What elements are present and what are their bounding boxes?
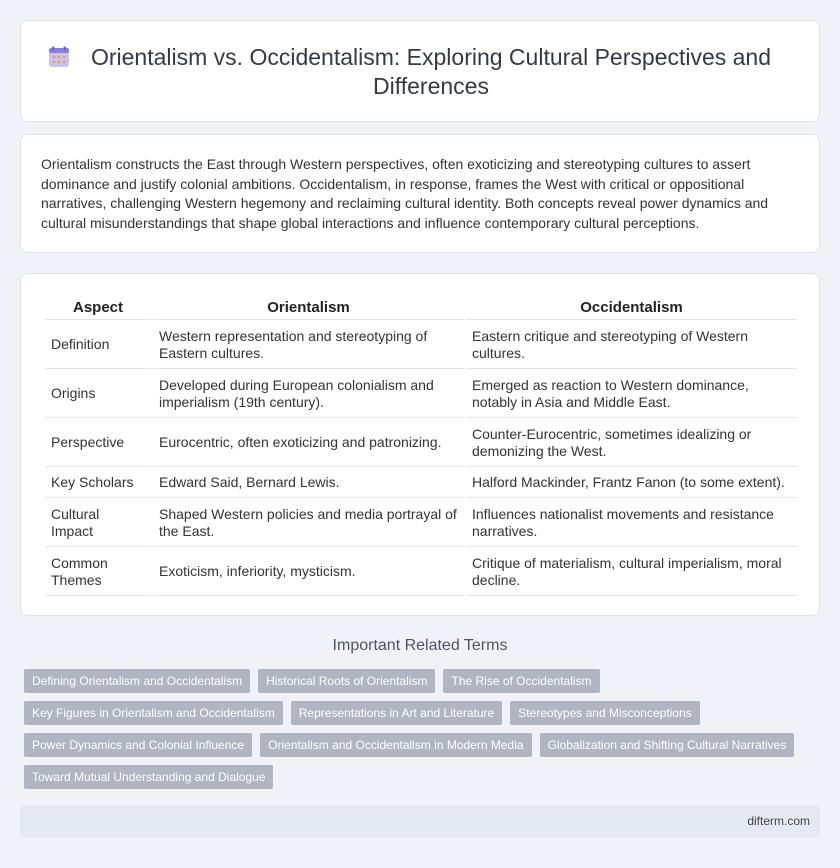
related-term-tag[interactable]: Globalization and Shifting Cultural Narratives bbox=[540, 733, 795, 757]
header-card bbox=[20, 20, 820, 122]
footer-site-link[interactable]: difterm.com bbox=[747, 814, 810, 828]
table-cell-aspect: Definition bbox=[45, 322, 151, 369]
table-cell-aspect: Origins bbox=[45, 371, 151, 418]
comparison-table bbox=[43, 294, 799, 598]
intro-card bbox=[20, 134, 820, 253]
table-cell-occidentalism: Critique of materialism, cultural imperialism, moral decline. bbox=[466, 549, 797, 596]
table-header-row bbox=[45, 296, 797, 320]
table-cell-occidentalism: Influences nationalist movements and resistance narratives. bbox=[466, 500, 797, 547]
related-term-tag[interactable]: Defining Orientalism and Occidentalism bbox=[24, 669, 250, 693]
table-cell-occidentalism: Eastern critique and stereotyping of Western cultures. bbox=[466, 322, 797, 369]
table-cell-orientalism: Eurocentric, often exoticizing and patronizing. bbox=[153, 420, 464, 467]
table-cell-aspect: Perspective bbox=[45, 420, 151, 467]
related-term-tag[interactable]: Historical Roots of Orientalism bbox=[258, 669, 435, 693]
page-title: Orientalism vs. Occidentalism: Exploring Cultural Perspectives and Differences bbox=[90, 44, 772, 99]
table-cell-occidentalism: Counter-Eurocentric, sometimes idealizing or demonizing the West. bbox=[466, 420, 797, 467]
related-terms-list bbox=[24, 669, 820, 797]
table-row bbox=[45, 469, 797, 498]
column-header-aspect: Aspect bbox=[45, 296, 151, 320]
table-row bbox=[45, 549, 797, 596]
related-terms-heading: Important Related Terms bbox=[332, 637, 508, 654]
table-row bbox=[45, 322, 797, 369]
related-term-tag[interactable]: Key Figures in Orientalism and Occidentalism bbox=[24, 701, 283, 725]
table-cell-aspect: Cultural Impact bbox=[45, 500, 151, 547]
table-row bbox=[45, 371, 797, 418]
table-cell-orientalism: Western representation and stereotyping of Eastern cultures. bbox=[153, 322, 464, 369]
column-header-orientalism: Orientalism bbox=[153, 296, 464, 320]
related-term-tag[interactable]: The Rise of Occidentalism bbox=[443, 669, 599, 693]
related-term-tag[interactable]: Stereotypes and Misconceptions bbox=[510, 701, 699, 725]
table-cell-aspect: Key Scholars bbox=[45, 469, 151, 498]
footer bbox=[20, 805, 820, 838]
table-cell-orientalism: Shaped Western policies and media portrayal of the East. bbox=[153, 500, 464, 547]
related-term-tag[interactable]: Orientalism and Occidentalism in Modern Media bbox=[260, 733, 531, 757]
related-term-tag[interactable]: Toward Mutual Understanding and Dialogue bbox=[24, 765, 273, 789]
table-cell-occidentalism: Emerged as reaction to Western dominance, notably in Asia and Middle East. bbox=[466, 371, 797, 418]
comparison-table-card bbox=[20, 273, 820, 616]
related-term-tag[interactable]: Power Dynamics and Colonial Influence bbox=[24, 733, 252, 757]
table-cell-orientalism: Exoticism, inferiority, mysticism. bbox=[153, 549, 464, 596]
intro-paragraph: Orientalism constructs the East through Western perspectives, often exoticizing and stereotyping cultures to assert dominance and justify colonial ambitions. Occidentalism, in response, frames the West with critical or oppositional narratives, challenging Western hegemony and reclaiming cultural identity. Both concepts reveal power dynamics and cultural misunderstandings that shape global interactions and influence contemporary cultural perceptions. bbox=[41, 156, 769, 231]
table-cell-orientalism: Edward Said, Bernard Lewis. bbox=[153, 469, 464, 498]
table-cell-orientalism: Developed during European colonialism and imperialism (19th century). bbox=[153, 371, 464, 418]
table-row bbox=[45, 420, 797, 467]
table-cell-occidentalism: Halford Mackinder, Frantz Fanon (to some extent). bbox=[466, 469, 797, 498]
related-term-tag[interactable]: Representations in Art and Literature bbox=[291, 701, 502, 725]
table-cell-aspect: Common Themes bbox=[45, 549, 151, 596]
table-row bbox=[45, 500, 797, 547]
column-header-occidentalism: Occidentalism bbox=[466, 296, 797, 320]
